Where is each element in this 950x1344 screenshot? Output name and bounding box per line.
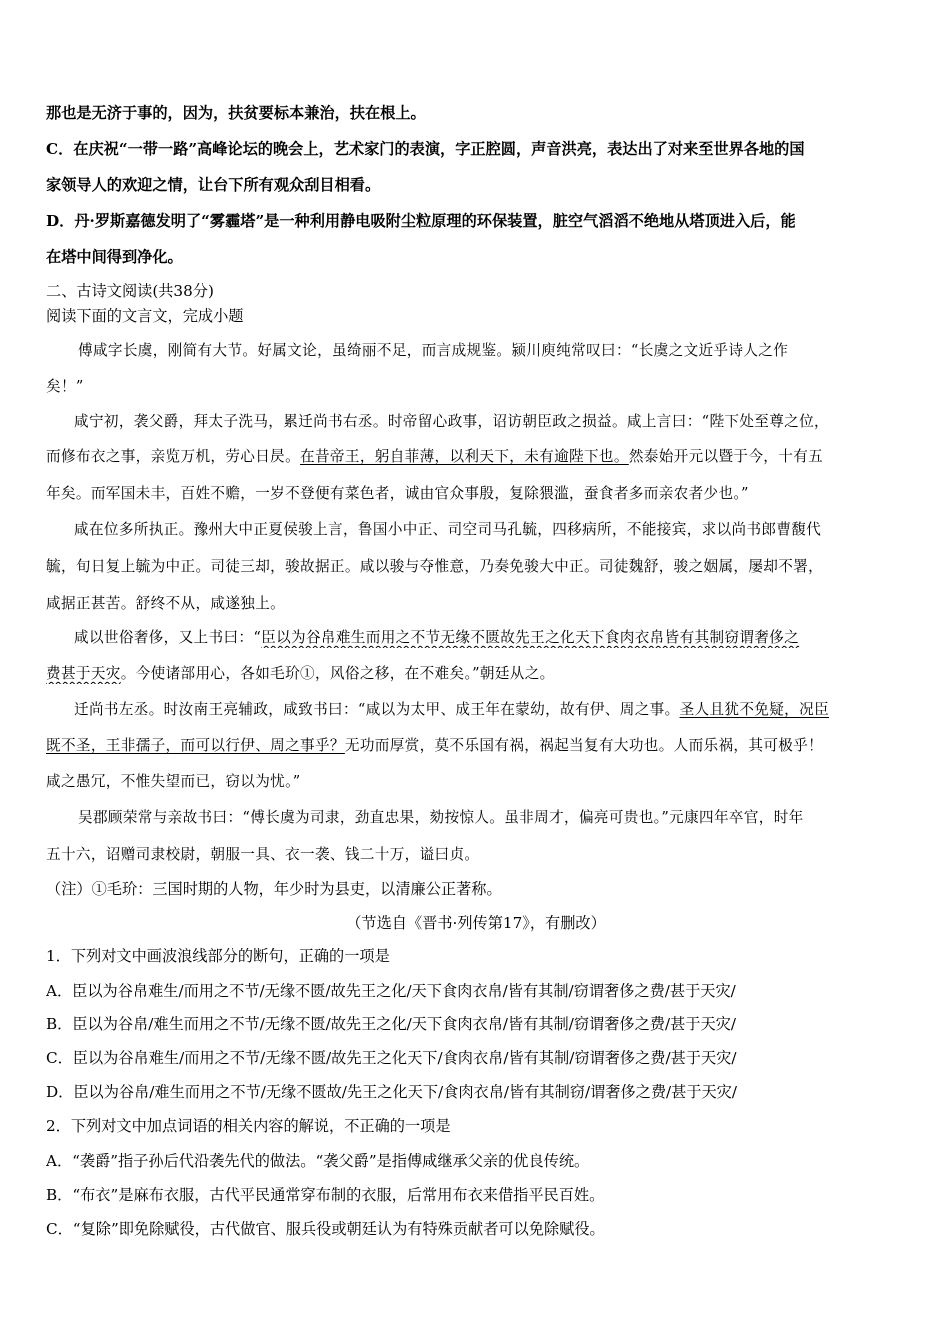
- option-c-line-2: 家领导人的欢迎之情，让台下所有观众刮目相看。: [46, 176, 381, 194]
- question-1-option-a: A．臣以为谷帛难生/而用之不节/无缘不匮/故先王之化/天下食肉衣帛/皆有其制/窃谓奢侈之费/甚于天灾/: [46, 982, 736, 1000]
- question-1-stem: 1．下列对文中画波浪线部分的断句，正确的一项是: [46, 947, 390, 965]
- passage-p5-line-1: [74, 700, 906, 720]
- wavy-underlined-passage-1: 臣以为谷帛难生而用之不节无缘不匮故先王之化天下食肉衣帛皆有其制窃谓奢侈之: [261, 629, 800, 646]
- option-d-line-2: 在塔中间得到净化。: [46, 248, 183, 266]
- option-b-continuation: 那也是无济于事的，因为，扶贫要标本兼治，扶在根上。: [46, 104, 426, 122]
- question-2-option-a: A．“袭爵”指子孙后代沿袭先代的做法。“袭父爵”是指傅咸继承父亲的优良传统。: [46, 1152, 590, 1170]
- question-2-stem: 2．下列对文中加点词语的相关内容的解说，不正确的一项是: [46, 1117, 451, 1135]
- passage-p1-line-2: 矣！”: [46, 378, 84, 395]
- passage-p2-text-c: 然泰始开元以暨于今，十有五: [628, 448, 824, 465]
- passage-p3-line-2: 毓，旬日复上毓为中正。司徒三却，骏故据正。咸以骏与夺惟意，乃奏免骏大中正。司徒魏舒，骏之姻属，屡却不署，: [46, 558, 824, 575]
- question-2-option-b: B．“布衣”是麻布衣服，古代平民通常穿布制的衣服，后常用布衣来借指平民百姓。: [46, 1186, 605, 1204]
- passage-p5-line-3: 咸之愚冗，不惟失望而已，窃以为忧。”: [46, 773, 301, 790]
- passage-p6-line-2: 五十六，诏赠司隶校尉，朝服一具、衣一袭、钱二十万，谥曰贞。: [46, 846, 480, 863]
- question-2-option-c: C．“复除”即免除赋役，古代做官、服兵役或朝廷认为有特殊贡献者可以免除赋役。: [46, 1220, 605, 1238]
- passage-p4-line-1: [74, 628, 906, 648]
- question-1-option-c: C．臣以为谷帛难生/而用之不节/无缘不匮/故先王之化天下/食肉衣帛/皆有其制/窃谓奢侈之费/甚于天灾/: [46, 1049, 737, 1067]
- reading-instruction: 阅读下面的文言文，完成小题: [46, 307, 244, 325]
- section-heading: 二、古诗文阅读(共38分): [46, 282, 214, 300]
- passage-p2-line-1: 咸宁初，袭父爵，拜太子洗马，累迁尚书右丞。时帝留心政事，诏访朝臣政之损益。咸上言曰：“陛下处至尊之位，: [74, 413, 830, 430]
- passage-p2-line-3: 年矣。而军国未丰，百姓不赡，一岁不登便有菜色者，诚由官众事殷，复除猥滥，蚕食者多而亲农者少也。”: [46, 485, 749, 502]
- passage-p5-text-b: 无功而厚赏，莫不乐国有祸，祸起当复有大功也。人而乐祸，其可极乎！: [344, 737, 824, 754]
- footnote: （注）①毛玠：三国时期的人物，年少时为县吏，以清廉公正著称。: [46, 880, 502, 898]
- question-1-option-b: B．臣以为谷帛/难生而用之不节/无缘不匮/故先王之化/天下食肉衣帛/皆有其制/窃谓奢侈之费/甚于天灾/: [46, 1015, 736, 1033]
- passage-p3-line-3: 咸据正甚苦。舒终不从，咸遂独上。: [46, 595, 286, 612]
- passage-p5-text-a: 迁尚书左丞。时汝南王亮辅政，咸致书曰：“咸以为太甲、成王年在蒙幼，故有伊、周之事。: [74, 701, 680, 718]
- underlined-sentence-2a: 圣人且犹不免疑，况臣: [679, 701, 830, 718]
- passage-p4-text-b: 。今使诸部用心，各如毛玠①，风俗之移，在不难矣。”朝廷从之。: [120, 665, 555, 682]
- passage-p4-line-2: [46, 664, 906, 684]
- underlined-sentence-2b: 既不圣，王非孺子，而可以行伊、周之事乎？: [46, 737, 345, 754]
- passage-p3-line-1: 咸在位多所执正。豫州大中正夏侯骏上言，鲁国小中正、司空司马孔毓，四移病所，不能接宾，求以尚书郎曹馥代: [74, 521, 822, 538]
- passage-p2-text-a: 而修布衣之事，亲览万机，劳心日昃。: [46, 448, 301, 465]
- passage-p6-line-1: 吴郡顾荣常与亲故书曰：“傅长虞为司隶，劲直忠果，劾按惊人。虽非周才，偏亮可贵也。”元康四年卒官，时年: [78, 809, 804, 826]
- question-1-option-d: D．臣以为谷帛/难生而用之不节/无缘不匮故/先王之化天下/食肉衣帛/皆有其制窃/谓奢侈之费/甚于天灾/: [46, 1083, 737, 1101]
- passage-p2-line-2: [46, 447, 906, 467]
- underlined-sentence-1: 在昔帝王，躬自菲薄，以利天下，未有逾陛下也。: [300, 448, 629, 465]
- wavy-underlined-passage-2: 费甚于天灾: [46, 665, 121, 682]
- passage-p1-line-1: 傅咸字长虞，刚简有大节。好属文论，虽绮丽不足，而言成规鉴。颍川庾纯常叹曰：“长虞之文近乎诗人之作: [78, 342, 789, 359]
- option-c-line-1: C．在庆祝“一带一路”高峰论坛的晚会上，艺术家门的表演，字正腔圆，声音洪亮，表达出了对来至世界各地的国: [46, 140, 805, 158]
- passage-p5-line-2: [46, 736, 906, 756]
- passage-p4-text-a: 咸以世俗奢侈，又上书曰：“: [74, 629, 262, 646]
- source-citation: （节选自《晋书·列传第17》，有删改）: [346, 914, 606, 932]
- option-d-line-1: D．丹·罗斯嘉德发明了“雾霾塔”是一种利用静电吸附尘粒原理的环保装置，脏空气滔滔不绝地从塔顶进入后，能: [46, 212, 796, 230]
